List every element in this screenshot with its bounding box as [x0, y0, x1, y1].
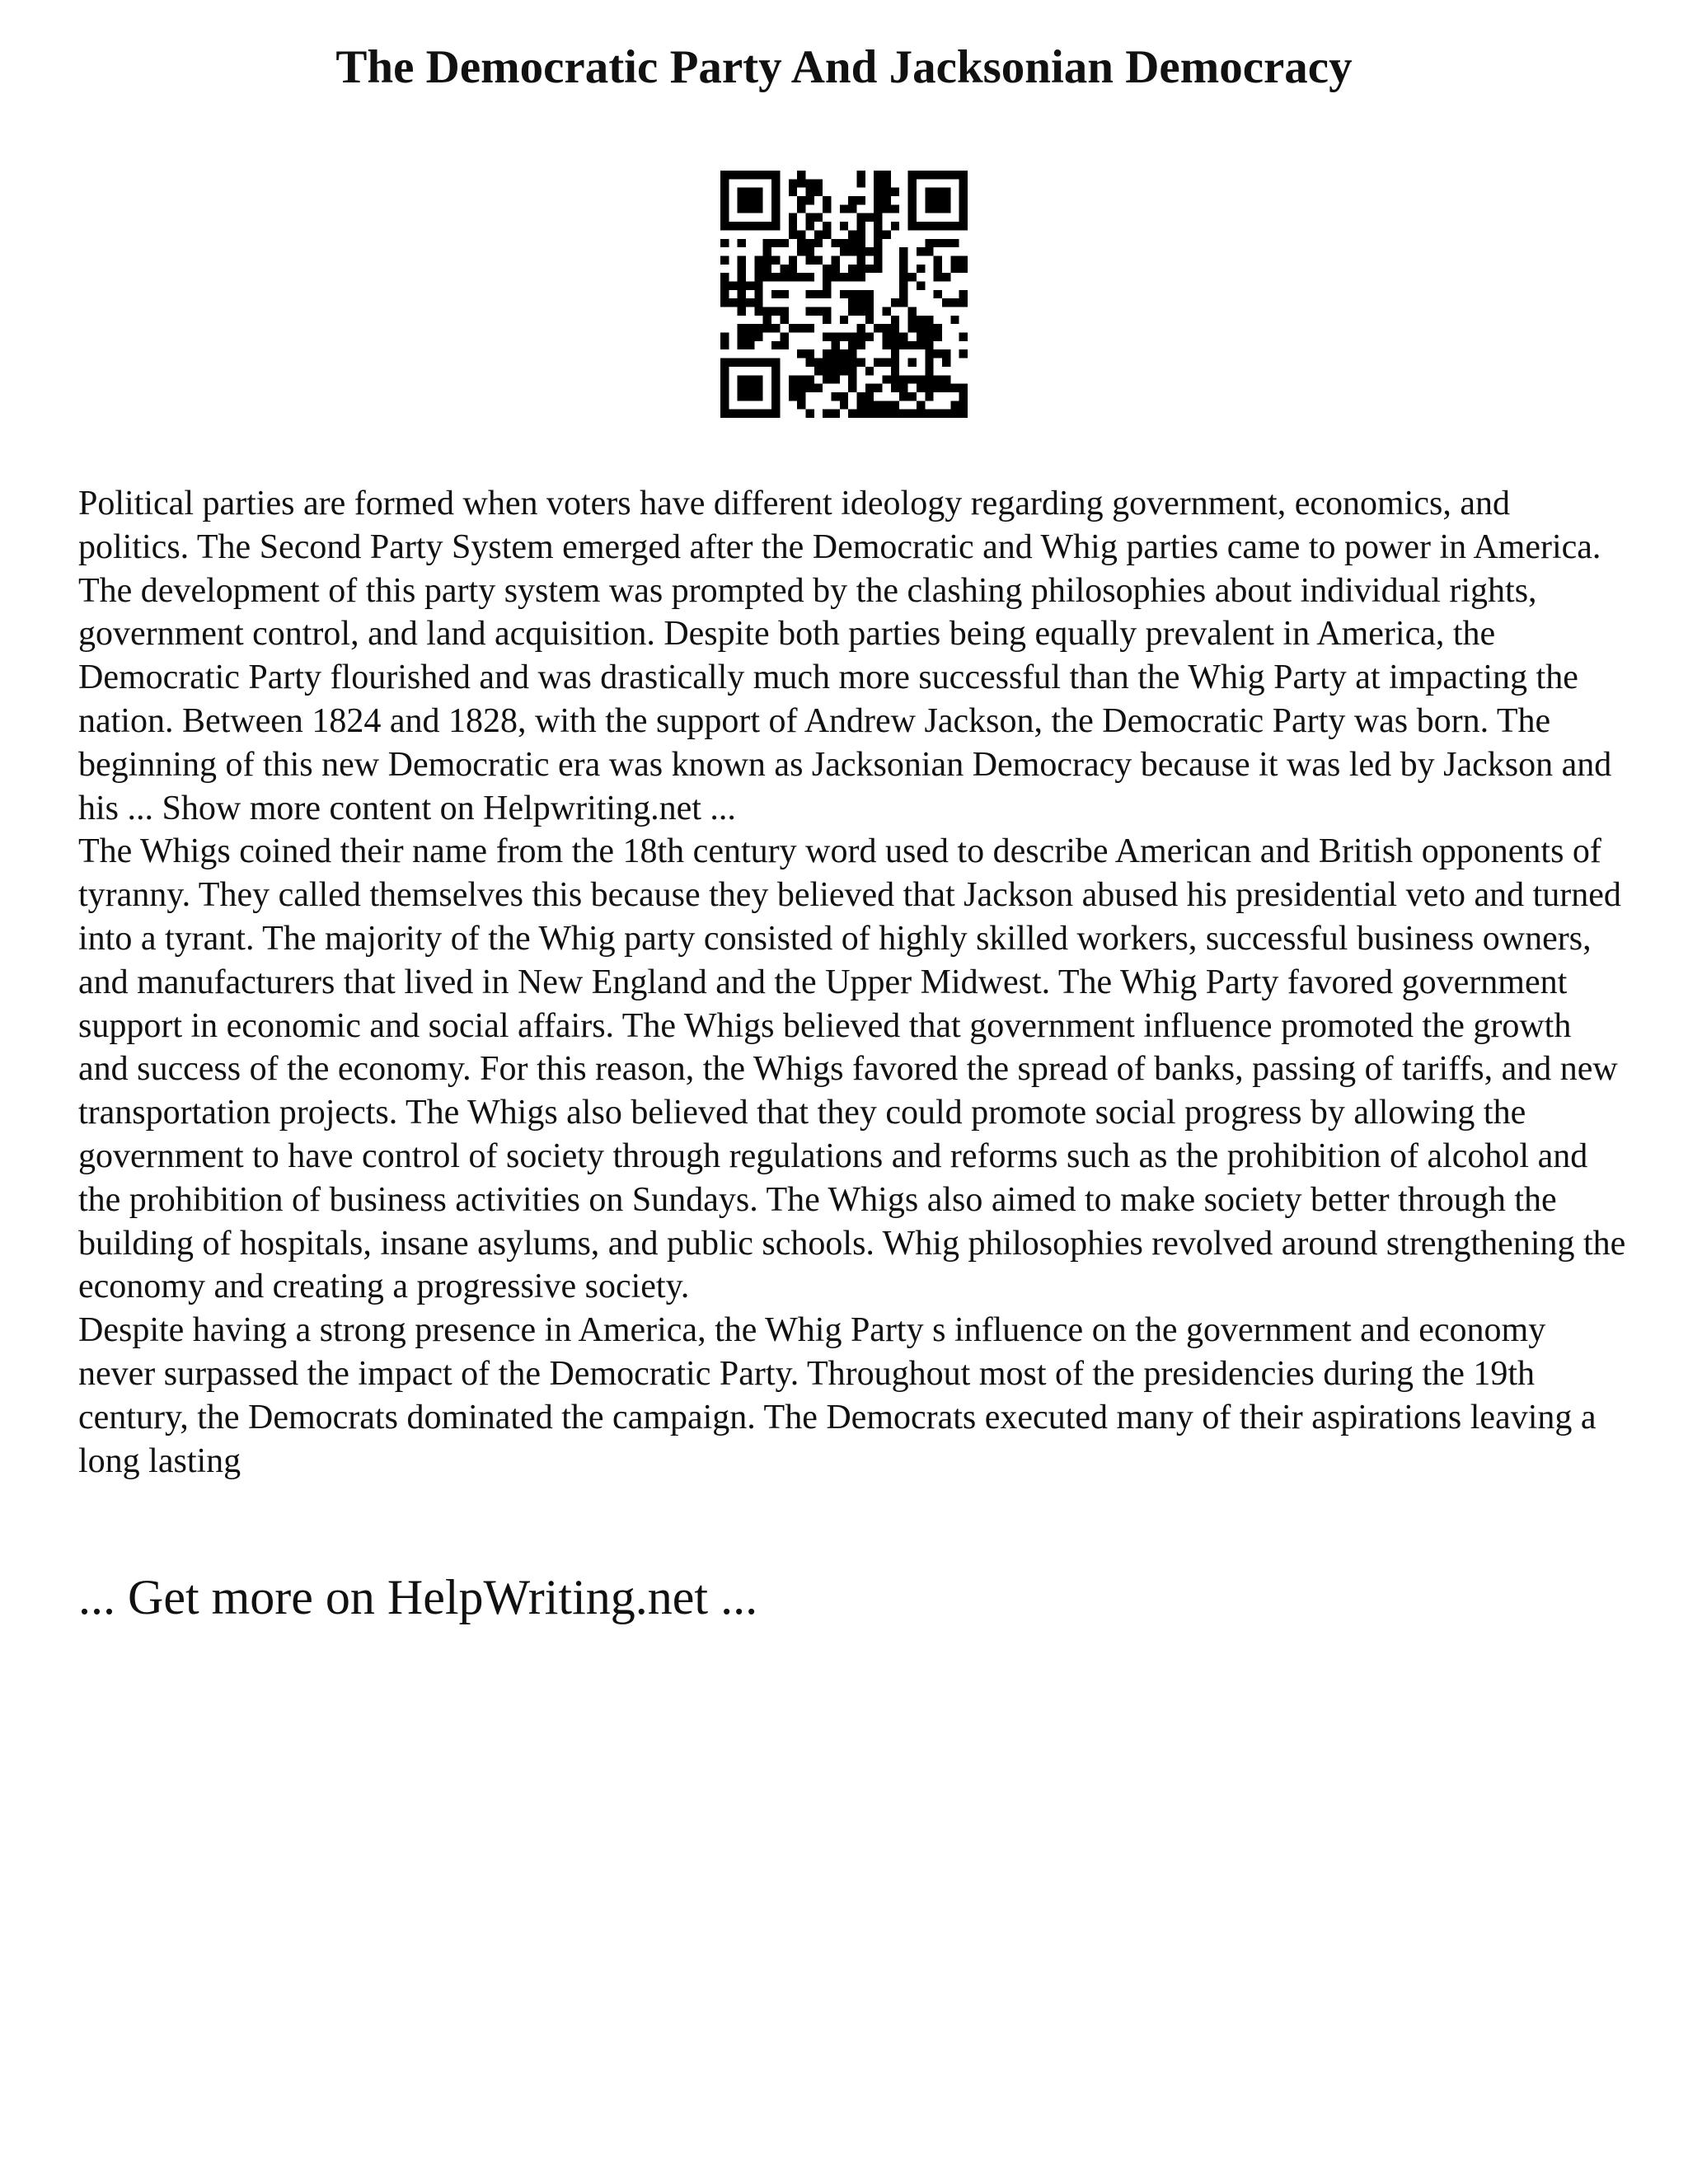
paragraph-1: Political parties are formed when voters have different ideology regarding government, economics, and politics. The Second Party System emerged after the Democratic and Whig parties came to power in America. The development of this party system was prompted by the clashing philosophies about individual rights, government control, and land acquisition. Despite both parties being equally prevalent in America, the Democratic Party flourished and was drastically much more successful than the Whig Party at impacting the nation. Between 1824 and 1828, with the support of Andrew Jackson, the Democratic Party was born. The beginning of this new Democratic era was known as Jacksonian Democracy because it was led by Jackson and his ... Show more content on Helpwriting.net ...	[78, 485, 1612, 827]
qr-code-graphic	[720, 171, 968, 418]
article-body	[78, 482, 1628, 1483]
page-title: The Democratic Party And Jacksonian Democracy	[335, 41, 1353, 93]
paragraph-2: The Whigs coined their name from the 18th century word used to describe American and British opponents of tyranny. They called themselves this because they believed that Jackson abused his presidential veto and turned into a tyrant. The majority of the Whig party consisted of highly skilled workers, successful business owners, and manufacturers that lived in New England and the Upper Midwest. The Whig Party favored government support in economic and social affairs. The Whigs believed that government influence promoted the growth and success of the economy. For this reason, the Whigs favored the spread of banks, passing of tariffs, and new transportation projects. The Whigs also believed that they could promote social progress by allowing the government to have control of society through regulations and reforms such as the prohibition of alcohol and the prohibition of business activities on Sundays. The Whigs also aimed to make society better through the building of hospitals, insane asylums, and public schools. Whig philosophies revolved around strengthening the economy and creating a progressive society.	[78, 832, 1626, 1306]
paragraph-3: Despite having a strong presence in America, the Whig Party s influence on the government and economy never surpassed the impact of the Democratic Party. Throughout most of the presidencies during the 19th century, the Democrats dominated the campaign. The Democrats executed many of their aspirations leaving a long lasting	[78, 1311, 1597, 1480]
get-more-link[interactable]: ... Get more on HelpWriting.net ...	[78, 1570, 758, 1624]
qr-code-icon[interactable]	[720, 171, 968, 418]
